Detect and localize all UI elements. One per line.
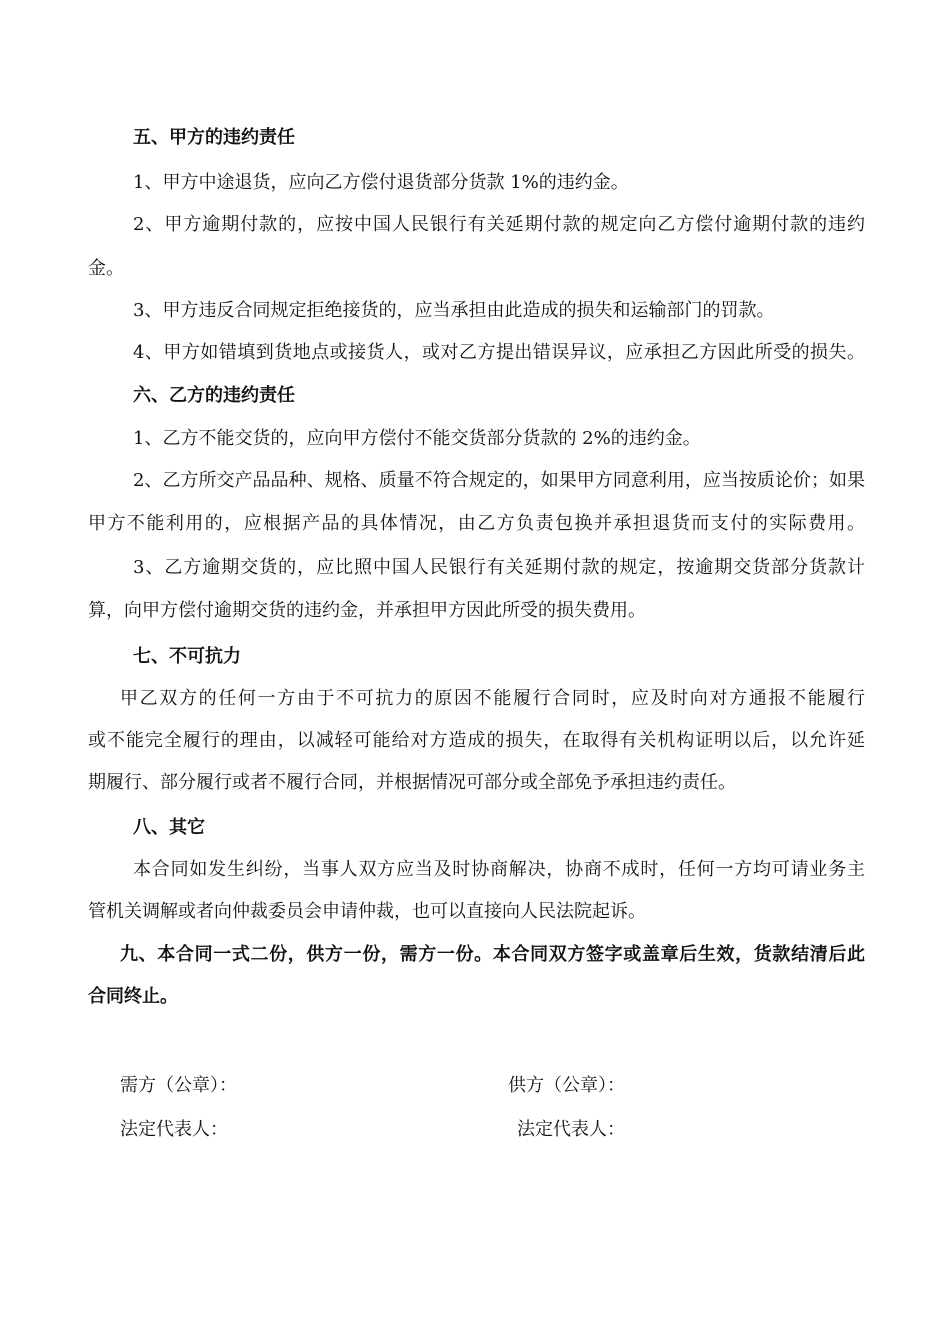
clause-text: 管机关调解或者向仲裁委员会申请仲裁，也可以直接向人民法院起诉。: [88, 901, 646, 922]
clause-text: 3、乙方逾期交货的，应比照中国人民银行有关延期付款的规定，按逾期交货部分货款计: [133, 557, 865, 578]
clause-text: 甲方不能利用的，应根据产品的具体情况，由乙方负责包换并承担退货而支付的实际费用。: [88, 513, 865, 534]
clause-text: 1、甲方中途退货，应向乙方偿付退货部分货款 1%的违约金。: [133, 172, 629, 193]
seller-seal-label: 供方（公章）：: [508, 1075, 625, 1096]
clause-text: 本合同如发生纠纷，当事人双方应当及时协商解决，协商不成时，任何一方均可请业务主: [133, 859, 865, 880]
section-nine-text: 合同终止。: [88, 986, 178, 1007]
section-heading-party-b-liability: 六、乙方的违约责任: [133, 385, 295, 406]
section-heading-party-a-liability: 五、甲方的违约责任: [133, 127, 295, 148]
clause-text: 1、乙方不能交货的，应向甲方偿付不能交货部分货款的 2%的违约金。: [133, 428, 701, 449]
section-heading-other: 八、其它: [133, 817, 205, 838]
clause-text: 或不能完全履行的理由，以减轻可能给对方造成的损失，在取得有关机构证明以后，以允许延: [88, 730, 865, 751]
clause-text: 算，向甲方偿付逾期交货的违约金，并承担甲方因此所受的损失费用。: [88, 600, 646, 621]
clause-text: 3、甲方违反合同规定拒绝接货的，应当承担由此造成的损失和运输部门的罚款。: [133, 300, 775, 321]
seller-representative-label: 法定代表人：: [517, 1119, 625, 1140]
clause-text: 期履行、部分履行或者不履行合同，并根据情况可部分或全部免予承担违约责任。: [88, 772, 736, 793]
buyer-representative-label: 法定代表人：: [120, 1119, 228, 1140]
clause-text: 4、甲方如错填到货地点或接货人，或对乙方提出错误异议，应承担乙方因此所受的损失。: [133, 342, 865, 363]
buyer-seal-label: 需方（公章）：: [120, 1075, 237, 1096]
clause-text: 2、甲方逾期付款的，应按中国人民银行有关延期付款的规定向乙方偿付逾期付款的违约: [133, 214, 865, 235]
clause-text: 甲乙双方的任何一方由于不可抗力的原因不能履行合同时，应及时向对方通报不能履行: [120, 688, 865, 709]
section-nine-text: 九、本合同一式二份，供方一份，需方一份。本合同双方签字或盖章后生效，货款结清后此: [120, 944, 865, 965]
clause-text: 金。: [88, 258, 124, 279]
section-heading-force-majeure: 七、不可抗力: [133, 646, 241, 667]
clause-text: 2、乙方所交产品品种、规格、质量不符合规定的，如果甲方同意利用，应当按质论价；如果: [133, 470, 865, 491]
